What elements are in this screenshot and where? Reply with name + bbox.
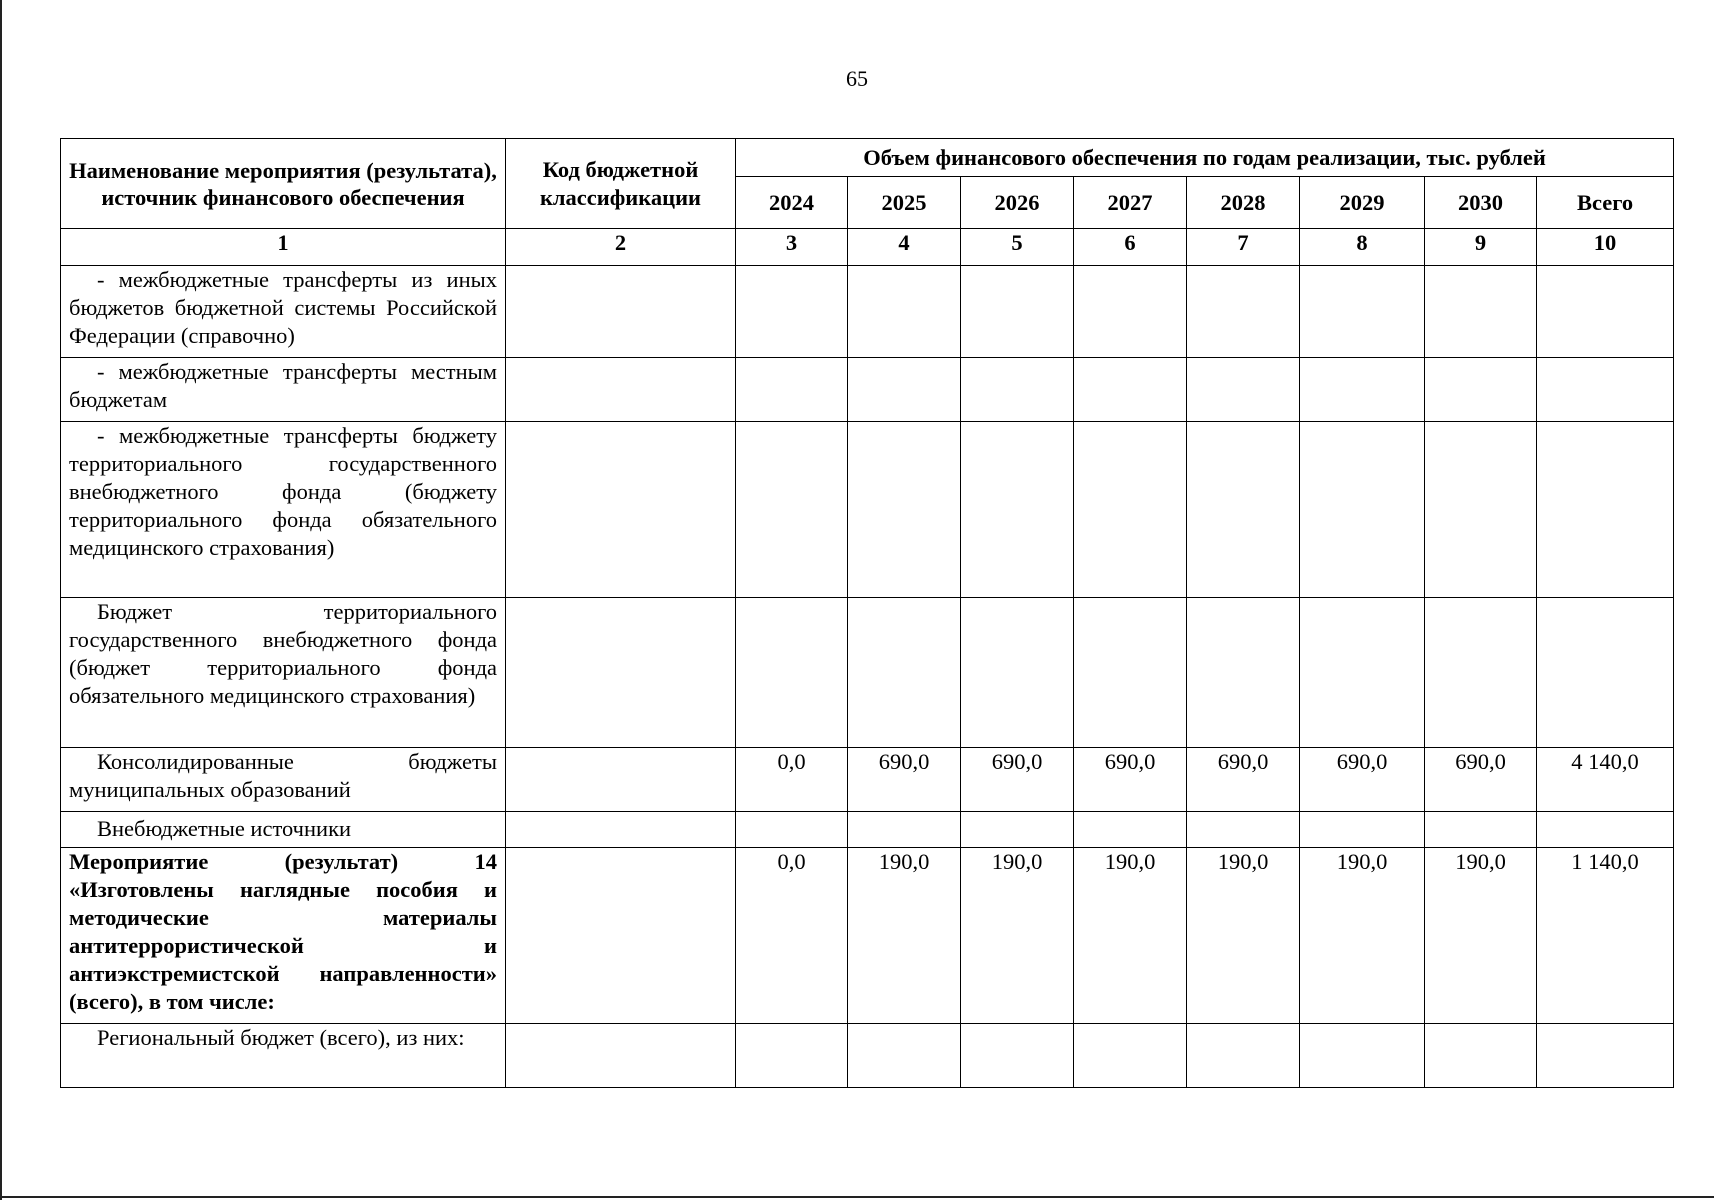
row-value-2026: [961, 598, 1074, 748]
row-code: [506, 812, 736, 848]
row-value-2030: [1425, 358, 1537, 422]
row-name: Внебюджетные источники: [61, 812, 506, 848]
header-year-2025: 2025: [848, 177, 961, 229]
column-index: 3: [736, 229, 848, 266]
table-row: [61, 1024, 1674, 1088]
row-name: - межбюджетные трансферты из иных бюджетов бюджетной системы Российской Федерации (справочно): [61, 266, 506, 358]
row-name: Консолидированные бюджеты муниципальных образований: [61, 748, 506, 812]
row-value-2030: 190,0: [1425, 848, 1537, 1024]
page-frame-left: [0, 0, 2, 1200]
row-value-2030: [1425, 422, 1537, 598]
row-value-total: [1537, 266, 1674, 358]
row-value-2030: [1425, 1024, 1537, 1088]
row-value-2029: 190,0: [1300, 848, 1425, 1024]
row-value-2025: [848, 812, 961, 848]
row-value-2026: [961, 422, 1074, 598]
header-year-2030: 2030: [1425, 177, 1537, 229]
row-value-2028: [1187, 266, 1300, 358]
row-value-2024: [736, 358, 848, 422]
row-code: [506, 748, 736, 812]
row-value-2029: [1300, 266, 1425, 358]
row-value-2029: [1300, 422, 1425, 598]
row-value-2028: 690,0: [1187, 748, 1300, 812]
row-value-2025: [848, 598, 961, 748]
row-value-2029: [1300, 812, 1425, 848]
column-index: 9: [1425, 229, 1537, 266]
row-value-total: [1537, 1024, 1674, 1088]
row-value-2029: [1300, 1024, 1425, 1088]
row-value-2027: [1074, 598, 1187, 748]
row-name: Мероприятие (результат) 14 «Изготовлены наглядные пособия и методические материалы антитеррористической и антиэкстремистской направленности» (всего), в том числе:: [61, 848, 506, 1024]
row-value-2024: [736, 1024, 848, 1088]
row-code: [506, 1024, 736, 1088]
table-row: [61, 812, 1674, 848]
row-value-2025: 190,0: [848, 848, 961, 1024]
row-value-2025: [848, 358, 961, 422]
row-code: [506, 848, 736, 1024]
header-volume-column: Объем финансового обеспечения по годам реализации, тыс. рублей: [736, 139, 1674, 177]
row-value-2028: [1187, 598, 1300, 748]
column-index: 10: [1537, 229, 1674, 266]
row-value-2029: [1300, 358, 1425, 422]
row-value-2027: [1074, 1024, 1187, 1088]
header-code-column: Код бюджетной классификации: [506, 139, 736, 229]
row-value-2027: [1074, 266, 1187, 358]
row-value-2027: [1074, 358, 1187, 422]
row-value-2027: [1074, 422, 1187, 598]
column-index: 5: [961, 229, 1074, 266]
row-value-2025: [848, 1024, 961, 1088]
row-value-2028: [1187, 812, 1300, 848]
row-value-total: [1537, 598, 1674, 748]
financing-table: [60, 138, 1674, 1088]
page-frame-bottom: [0, 1196, 1714, 1198]
row-value-2030: 690,0: [1425, 748, 1537, 812]
row-value-total: 4 140,0: [1537, 748, 1674, 812]
column-index-row: [61, 229, 1674, 266]
row-value-2024: [736, 598, 848, 748]
row-value-2028: [1187, 1024, 1300, 1088]
row-value-2027: 190,0: [1074, 848, 1187, 1024]
row-value-total: [1537, 422, 1674, 598]
row-value-2026: [961, 266, 1074, 358]
header-year-2024: 2024: [736, 177, 848, 229]
row-code: [506, 266, 736, 358]
row-value-2026: [961, 812, 1074, 848]
column-index: 7: [1187, 229, 1300, 266]
page-number: 65: [846, 66, 868, 91]
header-name-column: Наименование мероприятия (результата), источник финансового обеспечения: [61, 139, 506, 229]
row-name: Региональный бюджет (всего), из них:: [61, 1024, 506, 1088]
row-value-2030: [1425, 598, 1537, 748]
row-value-2028: 190,0: [1187, 848, 1300, 1024]
column-index: 1: [61, 229, 506, 266]
row-value-2026: [961, 1024, 1074, 1088]
row-name: - межбюджетные трансферты бюджету территориального государственного внебюджетного фонда (бюджету территориального фонда обязательного медицинского страхования): [61, 422, 506, 598]
row-value-2027: 690,0: [1074, 748, 1187, 812]
row-value-total: [1537, 358, 1674, 422]
header-year-2028: 2028: [1187, 177, 1300, 229]
table-row: [61, 422, 1674, 598]
row-value-2024: [736, 812, 848, 848]
table-row: [61, 266, 1674, 358]
row-value-2026: 690,0: [961, 748, 1074, 812]
row-value-2024: [736, 422, 848, 598]
table-row: [61, 358, 1674, 422]
column-index: 6: [1074, 229, 1187, 266]
row-value-2025: 690,0: [848, 748, 961, 812]
row-name: - межбюджетные трансферты местным бюджетам: [61, 358, 506, 422]
row-value-2024: 0,0: [736, 848, 848, 1024]
header-total: Всего: [1537, 177, 1674, 229]
row-value-2030: [1425, 266, 1537, 358]
row-code: [506, 598, 736, 748]
row-value-2028: [1187, 358, 1300, 422]
row-value-2027: [1074, 812, 1187, 848]
row-value-2025: [848, 266, 961, 358]
table-row: [61, 748, 1674, 812]
row-value-2025: [848, 422, 961, 598]
column-index: 4: [848, 229, 961, 266]
table-row: [61, 598, 1674, 748]
row-name: Бюджет территориального государственного внебюджетного фонда (бюджет территориального фонда обязательного медицинского страхования): [61, 598, 506, 748]
table-row: [61, 848, 1674, 1024]
row-value-2028: [1187, 422, 1300, 598]
row-code: [506, 422, 736, 598]
row-value-2024: 0,0: [736, 748, 848, 812]
row-value-2026: 190,0: [961, 848, 1074, 1024]
row-value-2029: [1300, 598, 1425, 748]
row-value-2029: 690,0: [1300, 748, 1425, 812]
row-value-total: [1537, 812, 1674, 848]
column-index: 2: [506, 229, 736, 266]
row-value-2030: [1425, 812, 1537, 848]
column-index: 8: [1300, 229, 1425, 266]
row-code: [506, 358, 736, 422]
row-value-2026: [961, 358, 1074, 422]
row-value-2024: [736, 266, 848, 358]
header-year-2027: 2027: [1074, 177, 1187, 229]
row-value-total: 1 140,0: [1537, 848, 1674, 1024]
header-year-2026: 2026: [961, 177, 1074, 229]
header-year-2029: 2029: [1300, 177, 1425, 229]
